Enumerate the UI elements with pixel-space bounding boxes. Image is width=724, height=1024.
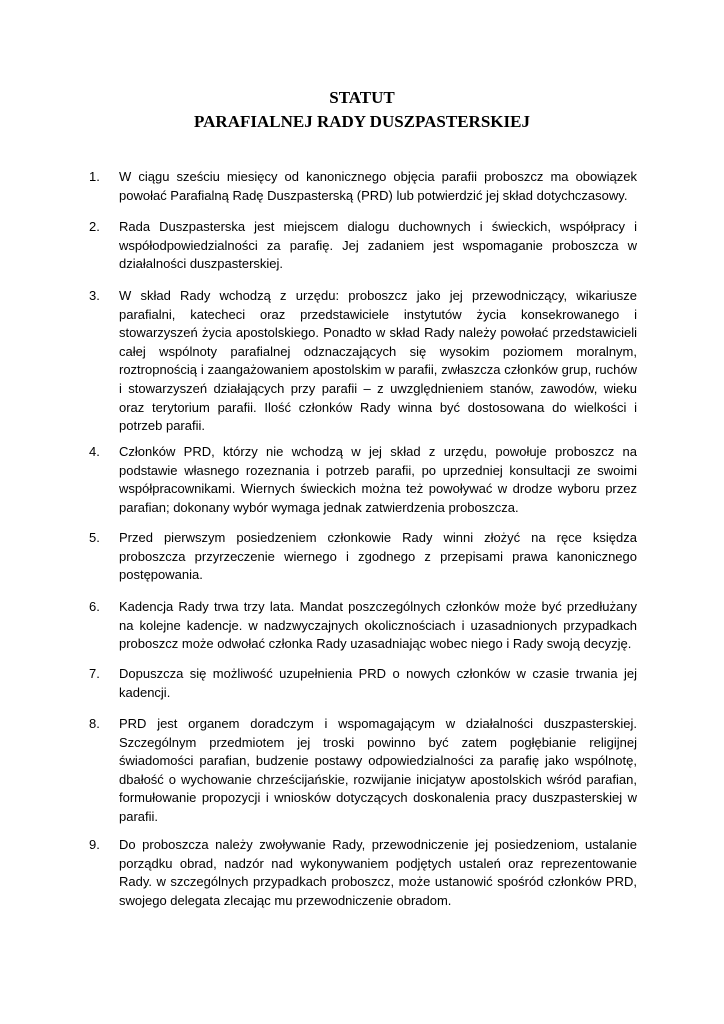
item-number: 8. xyxy=(89,716,100,731)
item-number: 4. xyxy=(89,444,100,459)
item-number: 2. xyxy=(89,219,100,234)
item-text: Przed pierwszym posiedzeniem członkowie Rady winni złożyć na ręce księdza proboszcza przyrzeczenie wiernego i zgodnego z przepisami prawa kanonicznego postępowania. xyxy=(119,530,637,583)
item-text: Kadencja Rady trwa trzy lata. Mandat poszczególnych członków może być przedłużany na kolejne kadencje. w nadzwyczajnych okolicznościach i uzasadnionych przypadkach proboszcz może odwołać członka Rady uzasadniając wobec niego i Rady swoją decyzję. xyxy=(119,599,637,652)
item-number: 7. xyxy=(89,666,100,681)
item-text: Członków PRD, którzy nie wchodzą w jej skład z urzędu, powołuje proboszcz na podstawie własnego rozeznania i potrzeb parafii, po uprzedniej konsultacji ze swoimi współpracownikami. Wiernych świeckich można też powoływać w drodze wyboru przez parafian; dokonany wybór wymaga jednak zatwierdzenia proboszcza. xyxy=(119,444,637,515)
document-title: STATUT xyxy=(329,88,395,107)
item-number: 3. xyxy=(89,288,100,303)
item-text: W ciągu sześciu miesięcy od kanonicznego objęcia parafii proboszcz ma obowiązek powołać Parafialną Radę Duszpasterską (PRD) lub potwierdzić jej skład dotychczasowy. xyxy=(119,169,637,203)
item-number: 6. xyxy=(89,599,100,614)
item-number: 9. xyxy=(89,837,100,852)
document-subtitle: PARAFIALNEJ RADY DUSZPASTERSKIEJ xyxy=(194,112,530,131)
item-number: 5. xyxy=(89,530,100,545)
item-number: 1. xyxy=(89,169,100,184)
item-text: Dopuszcza się możliwość uzupełnienia PRD o nowych członków w czasie trwania jej kadencji. xyxy=(119,666,637,700)
item-text: W skład Rady wchodzą z urzędu: proboszcz jako jej przewodniczący, wikariusze parafialni, katecheci oraz przedstawiciele instytutów życia konsekrowanego i stowarzyszeń życia apostolskiego. Ponadto w skład Rady należy powołać przedstawicieli całej wspólnoty parafialnej odznaczających się wysokim poziomem moralnym, roztropnością i zaangażowaniem apostolskim w parafii, zwłaszcza członków grup, ruchów i stowarzyszeń działających przy parafii – z uwzględnieniem stanów, zawodów, wieku oraz terytorium parafii. Ilość członków Rady winna być dostosowana do wielkości i potrzeb parafii. xyxy=(119,288,637,434)
item-text: Rada Duszpasterska jest miejscem dialogu duchownych i świeckich, współpracy i współodpowiedzialności za parafię. Jej zadaniem jest wspomaganie proboszcza w działalności duszpasterskiej. xyxy=(119,219,637,272)
item-text: PRD jest organem doradczym i wspomagającym w działalności duszpasterskiej. Szczególnym przedmiotem jej troski powinno być zatem pogłębianie religijnej świadomości parafian, budzenie postawy odpowiedzialności za parafię jako wspólnotę, dbałość o wychowanie chrześcijańskie, rozwijanie inicjatyw apostolskich wśród parafian, formułowanie propozycji i wniosków dotyczących doskonalenia pracy duszpasterskiej w parafii. xyxy=(119,716,637,824)
item-text: Do proboszcza należy zwoływanie Rady, przewodniczenie jej posiedzeniom, ustalanie porządku obrad, nadzór nad wykonywaniem podjętych ustaleń oraz reprezentowanie Rady. w szczególnych przypadkach proboszcz, może ustanowić spośród członków PRD, swojego delegata zlecając mu przewodniczenie obradom. xyxy=(119,837,637,908)
